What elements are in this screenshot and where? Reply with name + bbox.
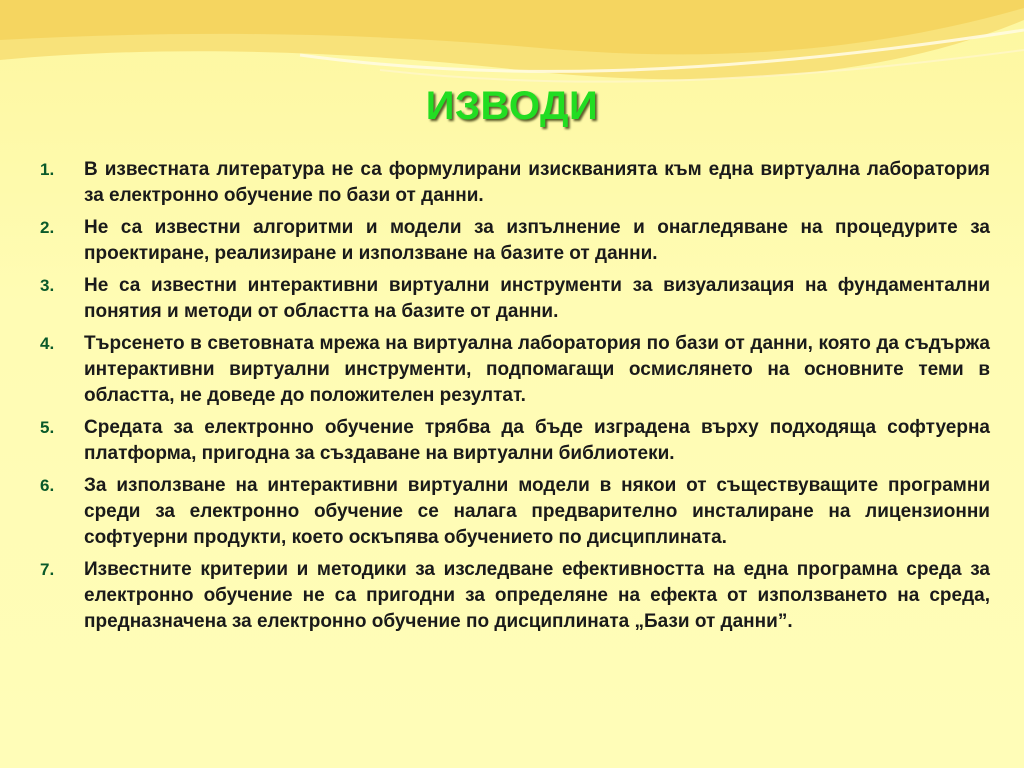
item-text: Не са известни алгоритми и модели за изпълнение и онагледяване на процедурите за проектиране, реализиране и използване на базите от данни. xyxy=(84,217,990,264)
item-number: 2. xyxy=(40,218,55,237)
item-text: За използване на интерактивни виртуални модели в някои от съществуващите програмни среди за електронно обучение се налага предварително инсталиране на лицензионни софтуерни продукти, което оскъпява обучението по дисциплината. xyxy=(84,475,990,548)
list-item xyxy=(40,415,990,467)
item-number: 1. xyxy=(40,160,55,179)
item-text: Средата за електронно обучение трябва да бъде изградена върху подходяща софтуерна платформа, пригодна за създаване на виртуални библиотеки. xyxy=(84,417,990,464)
slide-title: ИЗВОДИ xyxy=(425,84,599,128)
list-item xyxy=(40,273,990,325)
item-number: 6. xyxy=(40,476,55,495)
item-text: В известната литература не са формулирани изискванията към една виртуална лаборатория за електронно обучение по бази от данни. xyxy=(84,159,990,206)
item-text: Не са известни интерактивни виртуални инструменти за визуализация на фундаментални понятия и методи от областта на базите от данни. xyxy=(84,275,990,322)
list-item xyxy=(40,473,990,551)
list-item xyxy=(40,157,990,209)
item-number: 3. xyxy=(40,276,55,295)
item-text: Известните критерии и методики за изследване ефективността на една програмна среда за електронно обучение не са пригодни за определяне на ефекта от използването на среда, предназначена за електронно обучение по дисциплината „Бази от данни”. xyxy=(84,559,990,632)
list-item xyxy=(40,215,990,267)
item-number: 7. xyxy=(40,560,55,579)
conclusions-list xyxy=(40,157,990,641)
list-item xyxy=(40,331,990,409)
list-item xyxy=(40,557,990,635)
item-number: 4. xyxy=(40,334,55,353)
item-text: Търсенето в световната мрежа на виртуална лаборатория по бази от данни, която да съдържа интерактивни виртуални инструменти, подпомагащи осмислянето на основните теми в областта, не доведе до положителен резултат. xyxy=(84,333,990,406)
item-number: 5. xyxy=(40,418,55,437)
